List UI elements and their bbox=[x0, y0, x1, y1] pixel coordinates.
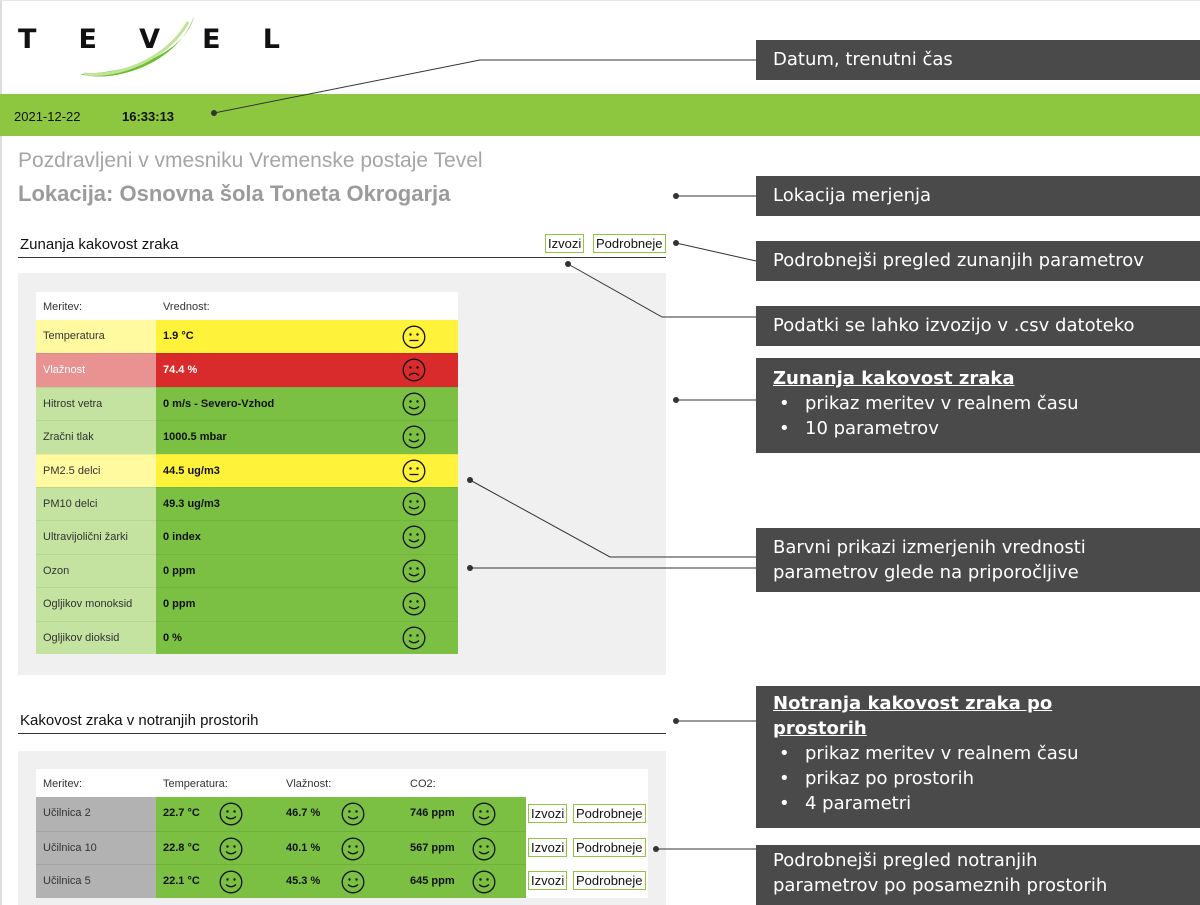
measurement-column-header: Meritev: bbox=[43, 301, 83, 313]
parameter-name: PM2.5 delci bbox=[36, 454, 156, 487]
room-name: Učilnica 2 bbox=[36, 797, 156, 831]
parameter-name: Ozon bbox=[36, 554, 156, 587]
logo-letter: T bbox=[18, 24, 37, 55]
parameter-value: 74.4 % bbox=[156, 353, 458, 386]
room-details-button[interactable]: Podrobneje bbox=[573, 804, 646, 823]
co2-value: 746 ppm bbox=[410, 807, 455, 819]
callout-indoor-summary bbox=[756, 686, 1200, 828]
callout-bullet: • prikaz meritev v realnem času bbox=[805, 741, 1200, 766]
callout-line: Podrobnejši pregled notranjih bbox=[773, 850, 1038, 871]
callout-export: Podatki se lahko izvozijo v .csv datoteko bbox=[756, 306, 1200, 346]
temperature-column-header: Temperatura: bbox=[163, 778, 228, 790]
parameter-name: Temperatura bbox=[36, 320, 156, 353]
callout-location: Lokacija merjenja bbox=[756, 176, 1200, 216]
callout-bullet: • 4 parametri bbox=[805, 791, 1200, 816]
callout-bullets bbox=[773, 391, 1200, 441]
callout-bullets bbox=[773, 741, 1200, 816]
callout-datetime: Datum, trenutni čas bbox=[756, 40, 1200, 80]
callout-title: Notranja kakovost zraka po bbox=[773, 693, 1053, 714]
parameter-name: Zračni tlak bbox=[36, 420, 156, 453]
location-title: Lokacija: Osnovna šola Toneta Okrogarja bbox=[18, 181, 451, 206]
parameter-value: 0 ppm bbox=[156, 554, 458, 587]
logo-letter: L bbox=[262, 24, 280, 55]
co2-value: 645 ppm bbox=[410, 875, 455, 888]
outdoor-details-button[interactable]: Podrobneje bbox=[593, 234, 666, 253]
welcome-text: Pozdravljeni v vmesniku Vremenske postaje Tevel bbox=[18, 149, 483, 172]
callout-indoor-details bbox=[756, 845, 1200, 905]
indoor-section-title: Kakovost zraka v notranjih prostorih bbox=[20, 712, 259, 729]
room-export-button[interactable]: Izvozi bbox=[528, 871, 567, 890]
parameter-value: 0 index bbox=[156, 520, 458, 553]
callout-line: parametrov po posameznih prostorih bbox=[773, 875, 1108, 896]
parameter-name: Ogljikov monoksid bbox=[36, 587, 156, 620]
callout-bullet: • prikaz meritev v realnem času bbox=[805, 391, 1200, 416]
room-name: Učilnica 5 bbox=[36, 864, 156, 898]
temperature-value: 22.8 °C bbox=[163, 841, 200, 854]
humidity-column-header: Vlažnost: bbox=[286, 778, 332, 790]
callout-title: Zunanja kakovost zraka bbox=[773, 368, 1015, 389]
humidity-value: 46.7 % bbox=[286, 807, 321, 819]
callout-colors bbox=[756, 528, 1200, 592]
value-column-header: Vrednost: bbox=[163, 301, 210, 313]
co2-value: 567 ppm bbox=[410, 841, 455, 854]
parameter-value: 44.5 ug/m3 bbox=[156, 454, 458, 487]
callout-outdoor-summary bbox=[756, 358, 1200, 453]
humidity-value: 40.1 % bbox=[286, 841, 321, 854]
callout-outdoor-details: Podrobnejši pregled zunanjih parametrov bbox=[756, 241, 1200, 281]
logo-letter: E bbox=[78, 24, 97, 55]
outdoor-section-title: Zunanja kakovost zraka bbox=[20, 236, 179, 253]
parameter-name: PM10 delci bbox=[36, 487, 156, 520]
parameter-name: Vlažnost bbox=[36, 353, 156, 386]
parameter-value: 0 % bbox=[156, 621, 458, 654]
room-details-button[interactable]: Podrobneje bbox=[573, 871, 646, 890]
parameter-name: Ultravijolični žarki bbox=[36, 520, 156, 553]
humidity-value: 45.3 % bbox=[286, 875, 321, 888]
callout-title: prostorih bbox=[773, 718, 867, 739]
parameter-value: 0 m/s - Severo-Vzhod bbox=[156, 387, 458, 420]
logo-letter: V bbox=[139, 24, 161, 55]
outdoor-export-button[interactable]: Izvozi bbox=[545, 234, 584, 253]
room-name: Učilnica 10 bbox=[36, 831, 156, 865]
room-export-button[interactable]: Izvozi bbox=[528, 804, 567, 823]
logo-letter: E bbox=[202, 24, 221, 55]
room-export-button[interactable]: Izvozi bbox=[528, 838, 567, 857]
callout-bullet: • 10 parametrov bbox=[805, 416, 1200, 441]
co2-column-header: CO2: bbox=[410, 778, 436, 790]
current-time: 16:33:13 bbox=[122, 109, 175, 124]
measurement-column-header: Meritev: bbox=[43, 778, 83, 790]
parameter-value: 1000.5 mbar bbox=[156, 420, 458, 453]
callout-line: Barvni prikazi izmerjenih vrednosti bbox=[773, 537, 1086, 558]
temperature-value: 22.7 °C bbox=[163, 807, 200, 819]
parameter-name: Hitrost vetra bbox=[36, 387, 156, 420]
room-details-button[interactable]: Podrobneje bbox=[573, 838, 646, 857]
parameter-value: 49.3 ug/m3 bbox=[156, 487, 458, 520]
parameter-name: Ogljikov dioksid bbox=[36, 621, 156, 654]
current-date: 2021-12-22 bbox=[14, 109, 81, 124]
parameter-value: 1.9 °C bbox=[156, 320, 458, 353]
callout-bullet: • prikaz po prostorih bbox=[805, 766, 1200, 791]
callout-line: parametrov glede na priporočljive bbox=[773, 562, 1079, 583]
temperature-value: 22.1 °C bbox=[163, 875, 200, 888]
parameter-value: 0 ppm bbox=[156, 587, 458, 620]
